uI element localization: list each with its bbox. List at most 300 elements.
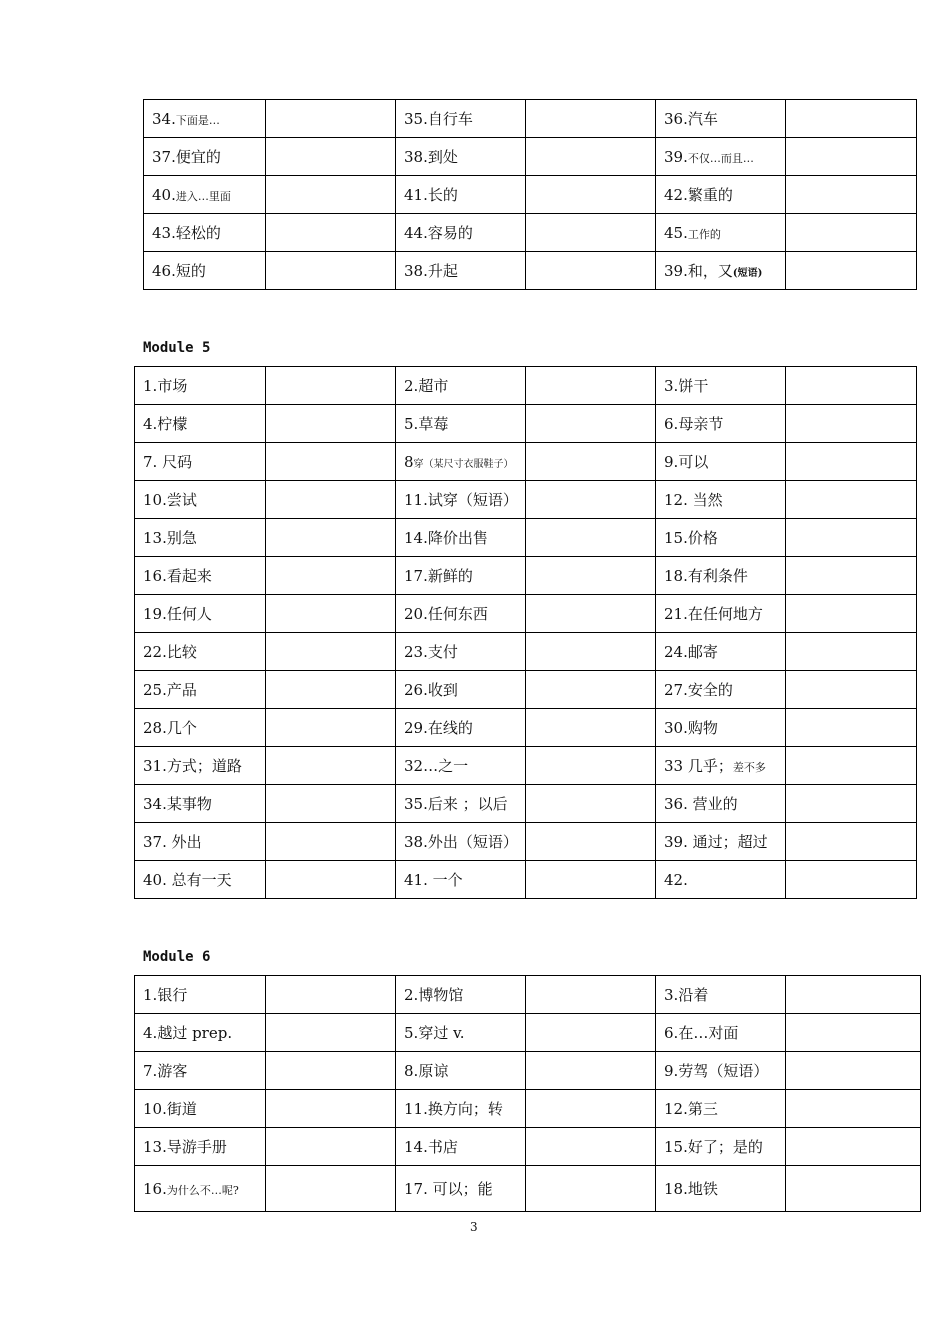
prompt-cell [656,823,786,861]
prompt-cell [396,1128,526,1166]
answer-cell[interactable] [266,1052,396,1090]
answer-cell[interactable] [266,100,396,138]
item-number: 18. [664,567,688,585]
answer-cell[interactable] [786,214,917,252]
item-number: 7. [143,1062,158,1080]
item-prompt: 营业的 [692,795,738,813]
module-5-heading: Module 5 [143,340,211,356]
item-prompt: 原谅 [418,1062,449,1080]
item-prompt: 到处 [427,148,458,166]
item-prompt: 当然 [692,491,723,509]
item-number: 37. [143,833,172,851]
answer-cell[interactable] [266,481,396,519]
prompt-cell [144,138,266,176]
item-number: 17. [404,567,428,585]
answer-cell[interactable] [786,1166,921,1212]
item-prompt: 下面是… [175,113,220,127]
answer-cell[interactable] [526,176,656,214]
prompt-cell [135,633,266,671]
item-number: 30. [664,719,688,737]
item-prompt: 超市 [418,377,449,395]
answer-cell[interactable] [266,405,396,443]
item-prompt: 不仅…而且… [687,151,754,165]
answer-cell[interactable] [786,519,917,557]
table-row [135,671,917,709]
prompt-cell [656,519,786,557]
answer-cell[interactable] [786,367,917,405]
answer-cell[interactable] [526,633,656,671]
table-row [144,100,917,138]
answer-cell[interactable] [526,557,656,595]
item-prompt: 容易的 [427,224,473,242]
item-prompt: 游客 [157,1062,188,1080]
answer-cell[interactable] [266,976,396,1014]
answer-cell[interactable] [526,976,656,1014]
module-6-heading: Module 6 [143,949,211,965]
prompt-cell [656,557,786,595]
item-prompt: …之一 [423,757,469,775]
item-number: 20. [404,605,428,623]
item-number: 46. [152,262,176,280]
item-prompt: 便宜的 [175,148,221,166]
answer-cell[interactable] [266,785,396,823]
item-prompt: 博物馆 [418,986,464,1004]
prompt-cell [656,367,786,405]
item-prompt: 价格 [687,529,718,547]
item-note: (短语) [732,268,763,279]
item-prompt: 越过 prep. [157,1024,233,1042]
item-number: 36. [664,110,688,128]
answer-cell[interactable] [526,1128,656,1166]
answer-cell[interactable] [786,1052,921,1090]
prompt-cell [656,671,786,709]
item-number: 34. [152,109,176,128]
prompt-cell [135,823,266,861]
table-row [135,1166,921,1212]
item-number: 6. [664,1024,679,1042]
item-number: 11. [404,1100,428,1118]
item-prompt: 通过；超过 [692,833,768,851]
table-row [135,823,917,861]
table-row [135,785,917,823]
item-prompt: 尺码 [162,453,193,471]
answer-cell[interactable] [786,747,917,785]
prompt-cell [396,747,526,785]
prompt-cell [144,176,266,214]
item-number: 15. [664,1138,688,1156]
answer-cell[interactable] [266,519,396,557]
item-number: 28. [143,719,167,737]
prompt-cell [396,100,526,138]
table-row [135,1052,921,1090]
vocab-table-top [143,99,917,290]
prompt-cell [396,1052,526,1090]
table-row [135,367,917,405]
prompt-cell [656,1166,786,1212]
answer-cell[interactable] [266,747,396,785]
prompt-cell [656,1128,786,1166]
item-prompt: 饼干 [678,377,709,395]
answer-cell[interactable] [786,1090,921,1128]
prompt-cell [135,671,266,709]
answer-cell[interactable] [786,861,917,899]
prompt-cell [396,861,526,899]
item-prompt: 第三 [687,1100,718,1118]
prompt-cell [396,405,526,443]
prompt-cell [396,709,526,747]
prompt-cell [396,138,526,176]
prompt-cell [656,100,786,138]
answer-cell[interactable] [526,671,656,709]
item-number: 9. [664,453,679,471]
answer-cell[interactable] [526,747,656,785]
item-number: 45. [664,223,688,242]
prompt-cell [396,214,526,252]
prompt-cell [396,367,526,405]
item-number: 8. [404,1062,419,1080]
table-row [135,861,917,899]
answer-cell[interactable] [266,671,396,709]
answer-cell[interactable] [526,405,656,443]
item-prompt: 某事物 [166,795,212,813]
prompt-cell [135,367,266,405]
answer-cell[interactable] [526,785,656,823]
item-number: 4. [143,1024,158,1042]
table-row [135,443,917,481]
item-number: 14. [404,1138,428,1156]
table-row [135,519,917,557]
prompt-cell [135,861,266,899]
answer-cell[interactable] [786,1128,921,1166]
prompt-cell [656,1014,786,1052]
answer-cell[interactable] [786,709,917,747]
table-row [135,747,917,785]
prompt-cell [144,252,266,290]
item-prompt: 在任何地方 [687,605,763,623]
answer-cell[interactable] [526,823,656,861]
prompt-cell [396,252,526,290]
item-prompt: 任何人 [166,605,212,623]
item-prompt: 几乎； [687,757,733,775]
answer-cell[interactable] [786,252,917,290]
item-number: 3. [664,377,679,395]
answer-cell[interactable] [526,1090,656,1128]
item-prompt: 外出 [171,833,202,851]
item-number: 17. [404,1180,433,1198]
answer-cell[interactable] [786,785,917,823]
item-prompt: 有利条件 [687,567,748,585]
item-prompt: 尝试 [166,491,197,509]
item-number: 13. [143,529,167,547]
prompt-cell [396,557,526,595]
item-number: 35. [404,110,428,128]
item-prompt: 降价出售 [427,529,488,547]
answer-cell[interactable] [526,443,656,481]
prompt-cell [656,595,786,633]
item-number: 6. [664,415,679,433]
table-row [144,138,917,176]
answer-cell[interactable] [786,671,917,709]
answer-cell[interactable] [786,100,917,138]
item-number: 33 [664,757,688,775]
item-prompt: 可以；能 [432,1180,493,1198]
answer-cell[interactable] [266,138,396,176]
prompt-cell [396,976,526,1014]
item-number: 1. [143,986,158,1004]
vocab-table-module-6 [134,975,921,1212]
item-prompt: 一个 [432,871,463,889]
answer-cell[interactable] [786,443,917,481]
prompt-cell [135,1166,266,1212]
answer-cell[interactable] [266,252,396,290]
answer-cell[interactable] [786,1014,921,1052]
item-prompt: 别急 [166,529,197,547]
item-number: 44. [404,224,428,242]
answer-cell[interactable] [266,214,396,252]
answer-cell[interactable] [526,709,656,747]
prompt-cell [135,1128,266,1166]
item-prompt: 沿着 [678,986,709,1004]
prompt-cell [135,709,266,747]
prompt-cell [135,747,266,785]
item-prompt: 地铁 [687,1180,718,1198]
item-number: 10. [143,491,167,509]
item-prompt: 可以 [678,453,709,471]
answer-cell[interactable] [786,595,917,633]
table-row [135,481,917,519]
prompt-cell [135,481,266,519]
answer-cell[interactable] [526,481,656,519]
item-number: 12. [664,491,693,509]
item-number: 21. [664,605,688,623]
item-prompt: 书店 [427,1138,458,1156]
item-prompt: 在…对面 [678,1024,739,1042]
prompt-cell [396,1090,526,1128]
item-number: 2. [404,377,419,395]
answer-cell[interactable] [786,481,917,519]
table-row [144,214,917,252]
answer-cell[interactable] [266,633,396,671]
answer-cell[interactable] [266,861,396,899]
answer-cell[interactable] [786,405,917,443]
page-number: 3 [470,1220,478,1234]
item-prompt: 进入…里面 [175,189,231,203]
prompt-cell [396,671,526,709]
answer-cell[interactable] [266,1014,396,1052]
item-prompt: 穿（某尺寸衣服鞋子） [413,458,514,470]
prompt-cell [656,443,786,481]
item-prompt: 和，又 [687,262,733,280]
item-number: 39. [664,147,688,166]
prompt-cell [656,785,786,823]
prompt-cell [135,443,266,481]
prompt-cell [396,633,526,671]
prompt-cell [144,214,266,252]
answer-cell[interactable] [266,709,396,747]
item-prompt: 市场 [157,377,188,395]
table-row [144,252,917,290]
table-row [135,1090,921,1128]
prompt-cell [396,785,526,823]
item-number: 9. [664,1062,679,1080]
answer-cell[interactable] [786,823,917,861]
prompt-cell [135,595,266,633]
item-prompt: 产品 [166,681,197,699]
item-prompt: 劳驾（短语） [678,1062,769,1080]
item-number: 22. [143,643,167,661]
item-prompt: 购物 [687,719,718,737]
item-prompt: 升起 [427,262,458,280]
item-number: 2. [404,986,419,1004]
item-number: 38. [404,262,428,280]
item-number: 32 [404,757,424,775]
answer-cell[interactable] [526,367,656,405]
prompt-cell [656,176,786,214]
answer-cell[interactable] [266,443,396,481]
item-number: 14. [404,529,428,547]
item-prompt: 汽车 [687,110,718,128]
item-prompt: 短的 [175,262,206,280]
item-prompt: 为什么不…呢? [166,1183,239,1197]
answer-cell[interactable] [526,861,656,899]
prompt-cell [135,519,266,557]
table-row [135,976,921,1014]
answer-cell[interactable] [266,557,396,595]
prompt-cell [656,214,786,252]
answer-cell[interactable] [526,252,656,290]
item-number: 16. [143,567,167,585]
item-prompt: 轻松的 [175,224,221,242]
item-prompt: 收到 [427,681,458,699]
answer-cell[interactable] [266,1166,396,1212]
item-number: 39. [664,262,688,280]
item-prompt: 总有一天 [171,871,232,889]
item-prompt: 柠檬 [157,415,188,433]
item-prompt: 工作的 [687,227,721,241]
prompt-cell [656,405,786,443]
item-number: 3. [664,986,679,1004]
item-number: 7. [143,453,163,471]
prompt-cell [135,1052,266,1090]
item-number: 39. [664,833,693,851]
answer-cell[interactable] [266,176,396,214]
prompt-cell [144,100,266,138]
prompt-cell [396,481,526,519]
prompt-cell [135,1014,266,1052]
answer-cell[interactable] [526,1014,656,1052]
item-number: 29. [404,719,428,737]
table-row [144,176,917,214]
item-number: 5. [404,1024,419,1042]
item-prompt: 外出（短语） [427,833,518,851]
item-prompt: 比较 [166,643,197,661]
prompt-cell [135,405,266,443]
item-number: 15. [664,529,688,547]
item-prompt: 任何东西 [427,605,488,623]
item-number: 42. [664,870,688,889]
item-prompt: 安全的 [687,681,733,699]
answer-cell[interactable] [786,176,917,214]
item-prompt: 母亲节 [678,415,724,433]
prompt-cell [135,1090,266,1128]
item-number: 5. [404,415,419,433]
answer-cell[interactable] [526,214,656,252]
item-number: 11. [404,491,428,509]
item-number: 40. [143,871,172,889]
item-prompt: 自行车 [427,110,473,128]
prompt-cell [396,823,526,861]
item-prompt: 支付 [427,643,458,661]
prompt-cell [135,785,266,823]
answer-cell[interactable] [786,976,921,1014]
prompt-cell [396,1014,526,1052]
item-prompt: 方式；道路 [166,757,242,775]
prompt-cell [656,976,786,1014]
item-number: 16. [143,1179,167,1198]
answer-cell[interactable] [266,595,396,633]
answer-cell[interactable] [266,1128,396,1166]
answer-cell[interactable] [526,595,656,633]
item-prompt: 几个 [166,719,197,737]
prompt-cell [396,176,526,214]
answer-cell[interactable] [266,367,396,405]
item-number: 12. [664,1100,688,1118]
prompt-cell [396,1166,526,1212]
prompt-cell [656,709,786,747]
prompt-cell [656,633,786,671]
item-prompt: 换方向；转 [427,1100,503,1118]
table-row [135,709,917,747]
answer-cell[interactable] [786,557,917,595]
answer-cell[interactable] [526,1166,656,1212]
vocab-table-module-5 [134,366,917,899]
item-prompt: 试穿（短语） [427,491,518,509]
item-prompt: 在线的 [427,719,473,737]
answer-cell[interactable] [526,519,656,557]
item-number: 27. [664,681,688,699]
answer-cell[interactable] [266,823,396,861]
answer-cell[interactable] [786,138,917,176]
item-prompt: 银行 [157,986,188,1004]
item-number: 18. [664,1180,688,1198]
item-prompt: 草莓 [418,415,449,433]
item-number: 41. [404,871,433,889]
answer-cell[interactable] [526,1052,656,1090]
item-number: 26. [404,681,428,699]
table-row [135,1128,921,1166]
item-prompt: 长的 [427,186,458,204]
answer-cell[interactable] [786,633,917,671]
item-number: 38. [404,148,428,166]
item-number: 1. [143,377,158,395]
prompt-cell [396,443,526,481]
table-row [135,557,917,595]
prompt-cell [656,481,786,519]
prompt-cell [656,1052,786,1090]
item-prompt: 穿过 v. [418,1024,465,1042]
answer-cell[interactable] [266,1090,396,1128]
item-prompt-extra: 差不多 [732,761,766,774]
item-number: 43. [152,224,176,242]
item-prompt: 后来 ；以后 [427,795,508,813]
answer-cell[interactable] [526,100,656,138]
item-number: 40. [152,185,176,204]
prompt-cell [135,976,266,1014]
answer-cell[interactable] [526,138,656,176]
item-number: 37. [152,148,176,166]
table-row [135,405,917,443]
item-prompt: 导游手册 [166,1138,227,1156]
